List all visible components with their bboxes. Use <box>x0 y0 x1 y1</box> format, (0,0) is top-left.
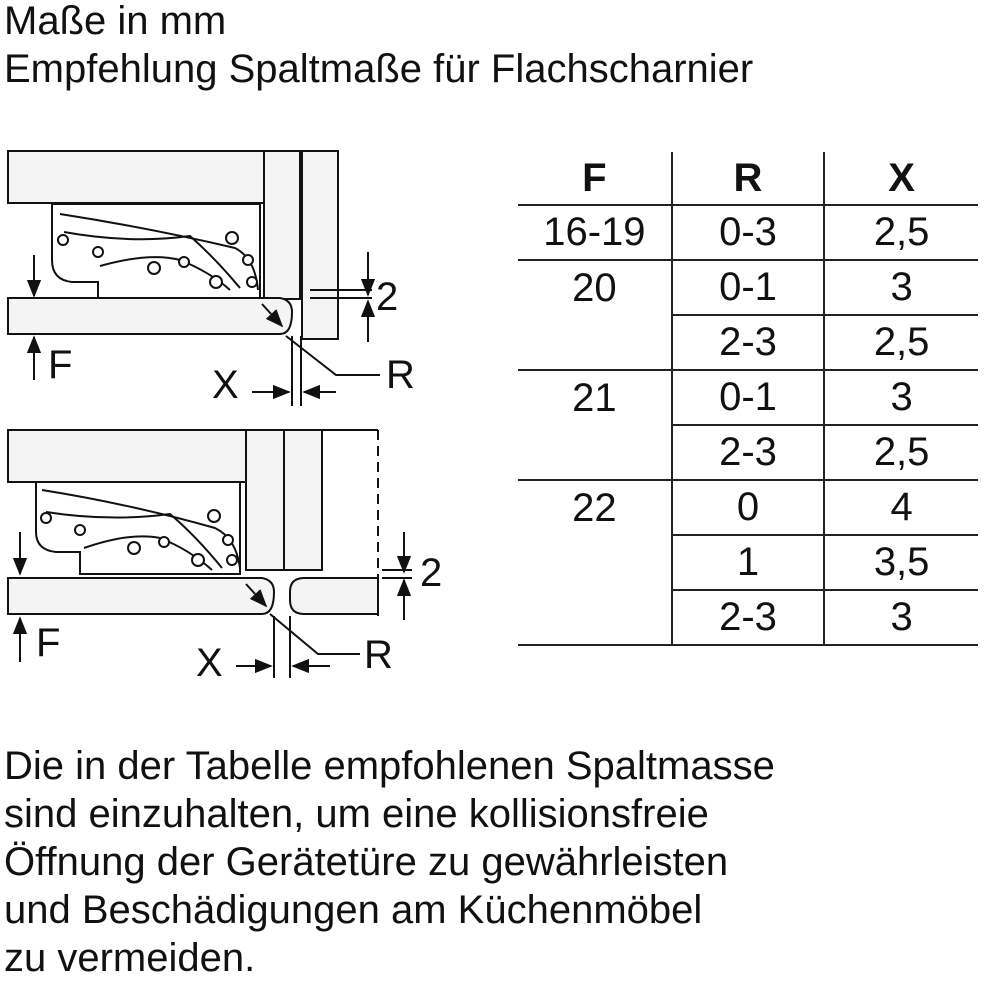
table-row <box>518 260 978 315</box>
cell-r: 0-1 <box>672 370 825 425</box>
cell-r: 0 <box>672 480 825 535</box>
table-row <box>518 590 978 645</box>
cell-x: 3 <box>824 260 978 315</box>
cell-r: 1 <box>672 535 825 590</box>
header-x: X <box>824 152 978 205</box>
table-row <box>518 480 978 535</box>
note-line: sind einzuhalten, um eine kollisionsfreie <box>4 792 709 836</box>
lower-furniture-door <box>8 578 274 614</box>
cell-x: 2,5 <box>824 315 978 370</box>
upper-cabinet-panel <box>8 151 264 203</box>
note-line: Öffnung der Gerätetüre zu gewährleisten <box>4 840 729 884</box>
table-row <box>518 425 978 480</box>
lower-hinge-body <box>36 482 240 574</box>
header-r: R <box>672 152 825 205</box>
cell-x: 2,5 <box>824 205 978 260</box>
upper-r-label: R <box>386 353 415 397</box>
note-line: Die in der Tabelle empfohlenen Spaltmasse <box>4 744 775 788</box>
upper-furniture-door <box>8 298 292 334</box>
upper-x-label: X <box>212 363 239 407</box>
lower-x-label: X <box>196 641 223 685</box>
table-header-row <box>518 152 978 205</box>
header-f: F <box>518 152 672 205</box>
table-row <box>518 370 978 425</box>
lower-f-label: F <box>36 621 61 665</box>
cell-x: 3,5 <box>824 535 978 590</box>
upper-gap-label: 2 <box>376 275 399 319</box>
cell-f: 22 <box>572 485 617 530</box>
cell-f <box>518 315 672 370</box>
cell-f: 20 <box>572 265 617 310</box>
table-row <box>518 205 978 260</box>
lower-appliance-door <box>284 430 322 570</box>
upper-cabinet-side <box>264 151 300 299</box>
cell-r: 2-3 <box>672 315 825 370</box>
note-line: und Beschädigungen am Küchenmöbel <box>4 888 703 932</box>
table-row <box>518 535 978 590</box>
cell-x: 4 <box>824 480 978 535</box>
cell-f <box>518 535 672 590</box>
units-heading: Maße in mm <box>4 0 227 43</box>
cell-r: 2-3 <box>672 590 825 645</box>
table-row <box>518 315 978 370</box>
cell-r: 0-3 <box>672 205 825 260</box>
lower-cabinet-side <box>246 430 284 570</box>
cell-f: 21 <box>572 375 617 420</box>
gap-table <box>518 152 978 646</box>
hinge-gap-diagram <box>0 140 460 700</box>
note-line: zu vermeiden. <box>4 936 256 980</box>
cell-x: 3 <box>824 370 978 425</box>
instruction-note <box>4 742 984 982</box>
cell-f: 16-19 <box>518 205 672 260</box>
upper-appliance-door <box>302 151 338 339</box>
cell-f <box>518 425 672 480</box>
lower-gap-label: 2 <box>420 551 443 595</box>
cell-x: 2,5 <box>824 425 978 480</box>
cell-f <box>518 590 672 645</box>
cell-r: 2-3 <box>672 425 825 480</box>
lower-adjacent-door <box>290 578 378 614</box>
cell-r: 0-1 <box>672 260 825 315</box>
cell-x: 3 <box>824 590 978 645</box>
lower-cabinet-panel <box>8 430 246 482</box>
page-title: Empfehlung Spaltmaße für Flachscharnier <box>4 47 754 91</box>
lower-r-label: R <box>364 633 393 677</box>
upper-f-label: F <box>48 343 73 387</box>
